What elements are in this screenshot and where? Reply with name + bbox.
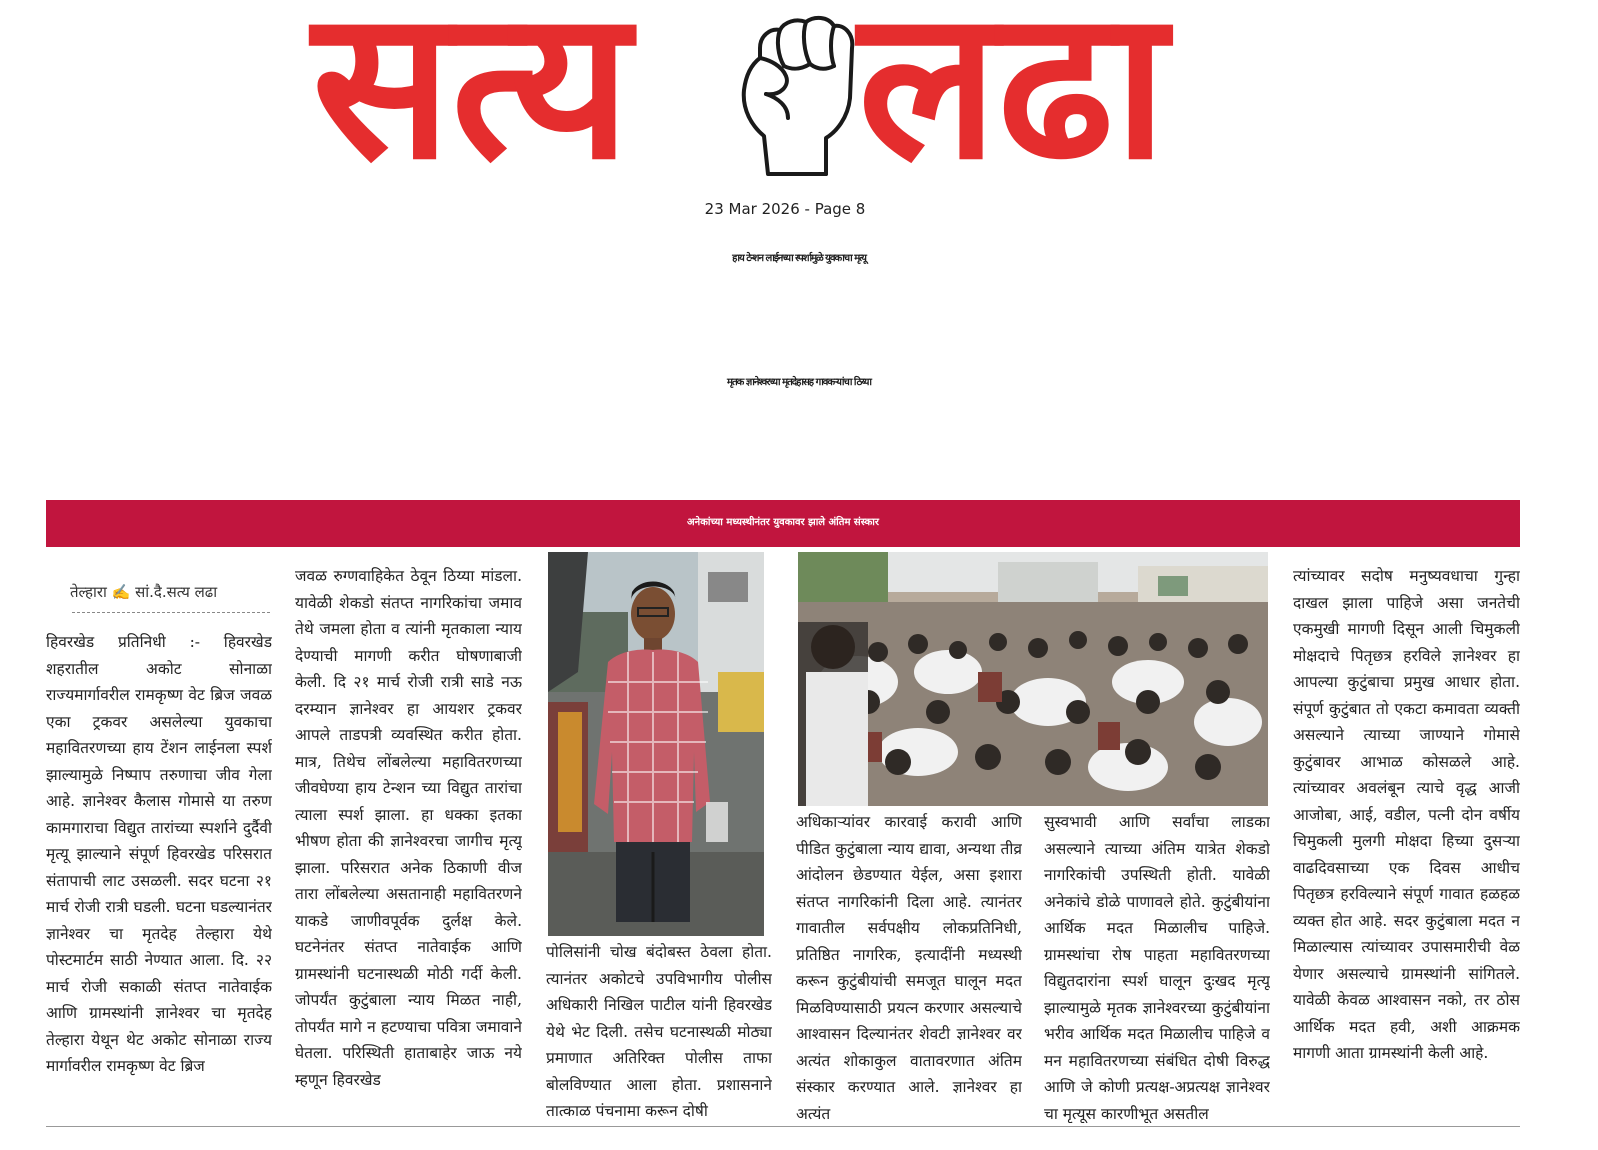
column-2-text: जवळ रुग्णवाहिकेत ठेवून ठिय्या मांडला. यावेळी शेकडो संतप्त नागरिकांचा जमाव तेथे जमला होता व त्यांनी मृतकाला न्याय देण्याची मागणी करीत घोषणाबाजी केली. दि २१ मार्च रोजी रात्री साडे नऊ दरम्यान ज्ञानेश्वर हा आयशर ट्रकवर आपले ताडपत्री व्यवस्थित करीत होता. मात्र, तिथेच लोंबलेल्या महावितरणच्या जीवघेण्या हाय टेन्शन च्या विद्युत तारांचा त्याला स्पर्श झाला. हा धक्का इतका भीषण होता की ज्ञानेश्वरचा जागीच मृत्यू झाला. परिसरात अनेक ठिकाणी वीज तारा लोंबलेल्या असतानाही महावितरणने याकडे जाणीवपूर्वक दुर्लक्ष केले. घटनेनंतर संतप्त नातेवाईक आणि ग्रामस्थांनी घटनास्थळी मोठी गर्दी केली. जोपर्यंत कुटुंबाला न्याय मिळत नाही, तोपर्यंत मागे न हटण्याचा पवित्रा जमावाने घेतला. परिस्थिती हाताबाहेर जाऊ नये म्हणून हिवरखेड (295, 567, 522, 1089)
page-bottom-divider (46, 1126, 1520, 1127)
column-5-text: सुस्वभावी आणि सर्वांचा लाडका असल्याने त्याच्या अंतिम यात्रेत शेकडो नागरिकांची उपस्थिती होती. यावेळी अनेकांचे डोळे पाणावले होते. कुटुंबीयांना आर्थिक मदत मिळालीच पाहिजे. ग्रामस्थांचा रोष पाहता महावितरणच्या विद्युतदारांना स्पर्श घालून दुःखद मृत्यू झाल्यामुळे मृतक ज्ञानेश्वरच्या कुटुंबीयांना भरीव आर्थिक मदत मिळालीच पाहिजे व मन महावितरणच्या संबंधित दोषी विरुद्ध आणि जे कोणी प्रत्यक्ष-अप्रत्यक्ष ज्ञानेश्वर चा मृत्यूस कारणीभूत असतील (1044, 813, 1270, 1123)
article-column-1 (46, 629, 272, 1119)
article-column-2 (295, 563, 522, 1123)
dateline: 23 Mar 2026 - Page 8 (704, 200, 866, 218)
masthead-left-word: सत्य (312, 0, 631, 205)
masthead (0, 0, 1598, 205)
column-4-text: अधिकाऱ्यांवर कारवाई करावी आणि पीडित कुटुंबाला न्याय द्यावा, अन्यथा तीव्र आंदोलन छेडण्यात येईल, असा इशारा संतप्त नागरिकांनी दिला आहे. त्यानंतर गावातील सर्वपक्षीय लोकप्रतिनिधी, प्रतिष्ठित नागरिक, इत्यादींनी मध्यस्थी करून कुटुंबीयांची समजूत घालून मदत मिळविण्यासाठी प्रयत्न करणार असल्याचे आश्वासन दिल्यानंतर शेवटी ज्ञानेश्वर वर अत्यंत शोकाकुल वातावरणात अंतिम संस्कार करण्यात आले. ज्ञानेश्वर हा अत्यंत (796, 813, 1022, 1123)
byline-divider (72, 612, 270, 613)
article-column-3 (546, 939, 772, 1123)
byline-text: तेल्हारा ✍️ सां.दै.सत्य लढा (70, 583, 218, 601)
subheadline-band (46, 500, 1520, 547)
headline-line-1: हाय टेन्शन लाईनच्या स्पर्शामुळे युवकाचा मृत्यू (732, 253, 866, 264)
article-column-6 (1293, 563, 1520, 1123)
column-3-text: पोलिसांनी चोख बंदोबस्त ठेवला होता. त्यानंतर अकोटचे उपविभागीय पोलीस अधिकारी निखिल पाटील यांनी हिवरखेड येथे भेट दिली. तसेच घटनास्थळी मोठ्या प्रमाणात अतिरिक्त पोलीस ताफा बोलविण्यात आला होता. प्रशासनाने तात्काळ पंचनामा करून दोषी (546, 943, 772, 1120)
column-6-text: त्यांच्यावर सदोष मनुष्यवधाचा गुन्हा दाखल झाला पाहिजे असा जनतेची एकमुखी मागणी दिसून आली चिमुकली मोक्षदाचे पितृछत्र हरविले ज्ञानेश्वर हा आपल्या कुटुंबाचा प्रमुख आधार होता. संपूर्ण कुटुंबात तो एकटा कमावता व्यक्ती असल्याने त्याच्या जाण्याने गोमासे कुटुंबावर आभाळ कोसळले आहे. त्यांच्यावर अवलंबून त्याचे वृद्ध आजी आजोबा, आई, वडील, पत्नी दोन वर्षीय चिमुकली मुलगी मोक्षदा हिच्या दुसऱ्या वाढदिवसाच्या एक दिवस आधीच पितृछत्र हरविल्याने संपूर्ण गावात हळहळ व्यक्त होत आहे. सदर कुटुंबाला मदत न मिळाल्यास त्यांच्यावर उपासमारीची वेळ येणार असल्याचे ग्रामस्थांनी सांगितले. यावेळी केवळ आश्वासन नको, तर ठोस आर्थिक मदत हवी, अशी आक्रमक मागणी आता ग्रामस्थांनी केली आहे. (1293, 567, 1520, 1062)
byline (70, 582, 270, 602)
headline-line-2: मृतक ज्ञानेश्वरच्या मृतदेहासह गावकऱ्यांचा ठिय्या (727, 377, 871, 388)
raised-fist-icon (730, 14, 860, 180)
subheadline: अनेकांच्या मध्यस्थीनंतर युवकावर झाले अंतिम संस्कार (687, 517, 879, 528)
column-1-text: हिवरखेड प्रतिनिधी :- हिवरखेड शहरातील अकोट सोनाळा राज्यमार्गावरील रामकृष्ण वेट ब्रिज जवळ एका ट्रकवर असलेल्या युवकाचा महावितरणच्या हाय टेंशन लाईनला स्पर्श झाल्यामुळे निष्पाप तरुणाचा जीव गेला आहे. ज्ञानेश्वर कैलास गोमासे या तरुण कामगाराचा विद्युत तारांच्या स्पर्शाने दुर्दैवी मृत्यू झाल्याने संपूर्ण हिवरखेड परिसरात संतापाची लाट उसळली. सदर घटना २१ मार्च रोजी रात्री घडली. घटना घडल्यानंतर ज्ञानेश्वर चा मृतदेह तेल्हारा येथे पोस्टमार्टम साठी नेण्यात आला. दि. २२ मार्च रोजी सकाळी संतप्त नातेवाईक आणि ग्रामस्थांनी ज्ञानेश्वर चा मृतदेह तेल्हारा येथून थेट अकोट सोनाळा राज्य मार्गावरील रामकृष्ण वेट ब्रिज (46, 633, 272, 1075)
article-column-4 (796, 809, 1022, 1123)
villagers-protest-photo (798, 552, 1268, 806)
article-column-5 (1044, 809, 1270, 1123)
victim-portrait-photo (548, 552, 764, 936)
masthead-right-word: लढा (858, 0, 1168, 205)
